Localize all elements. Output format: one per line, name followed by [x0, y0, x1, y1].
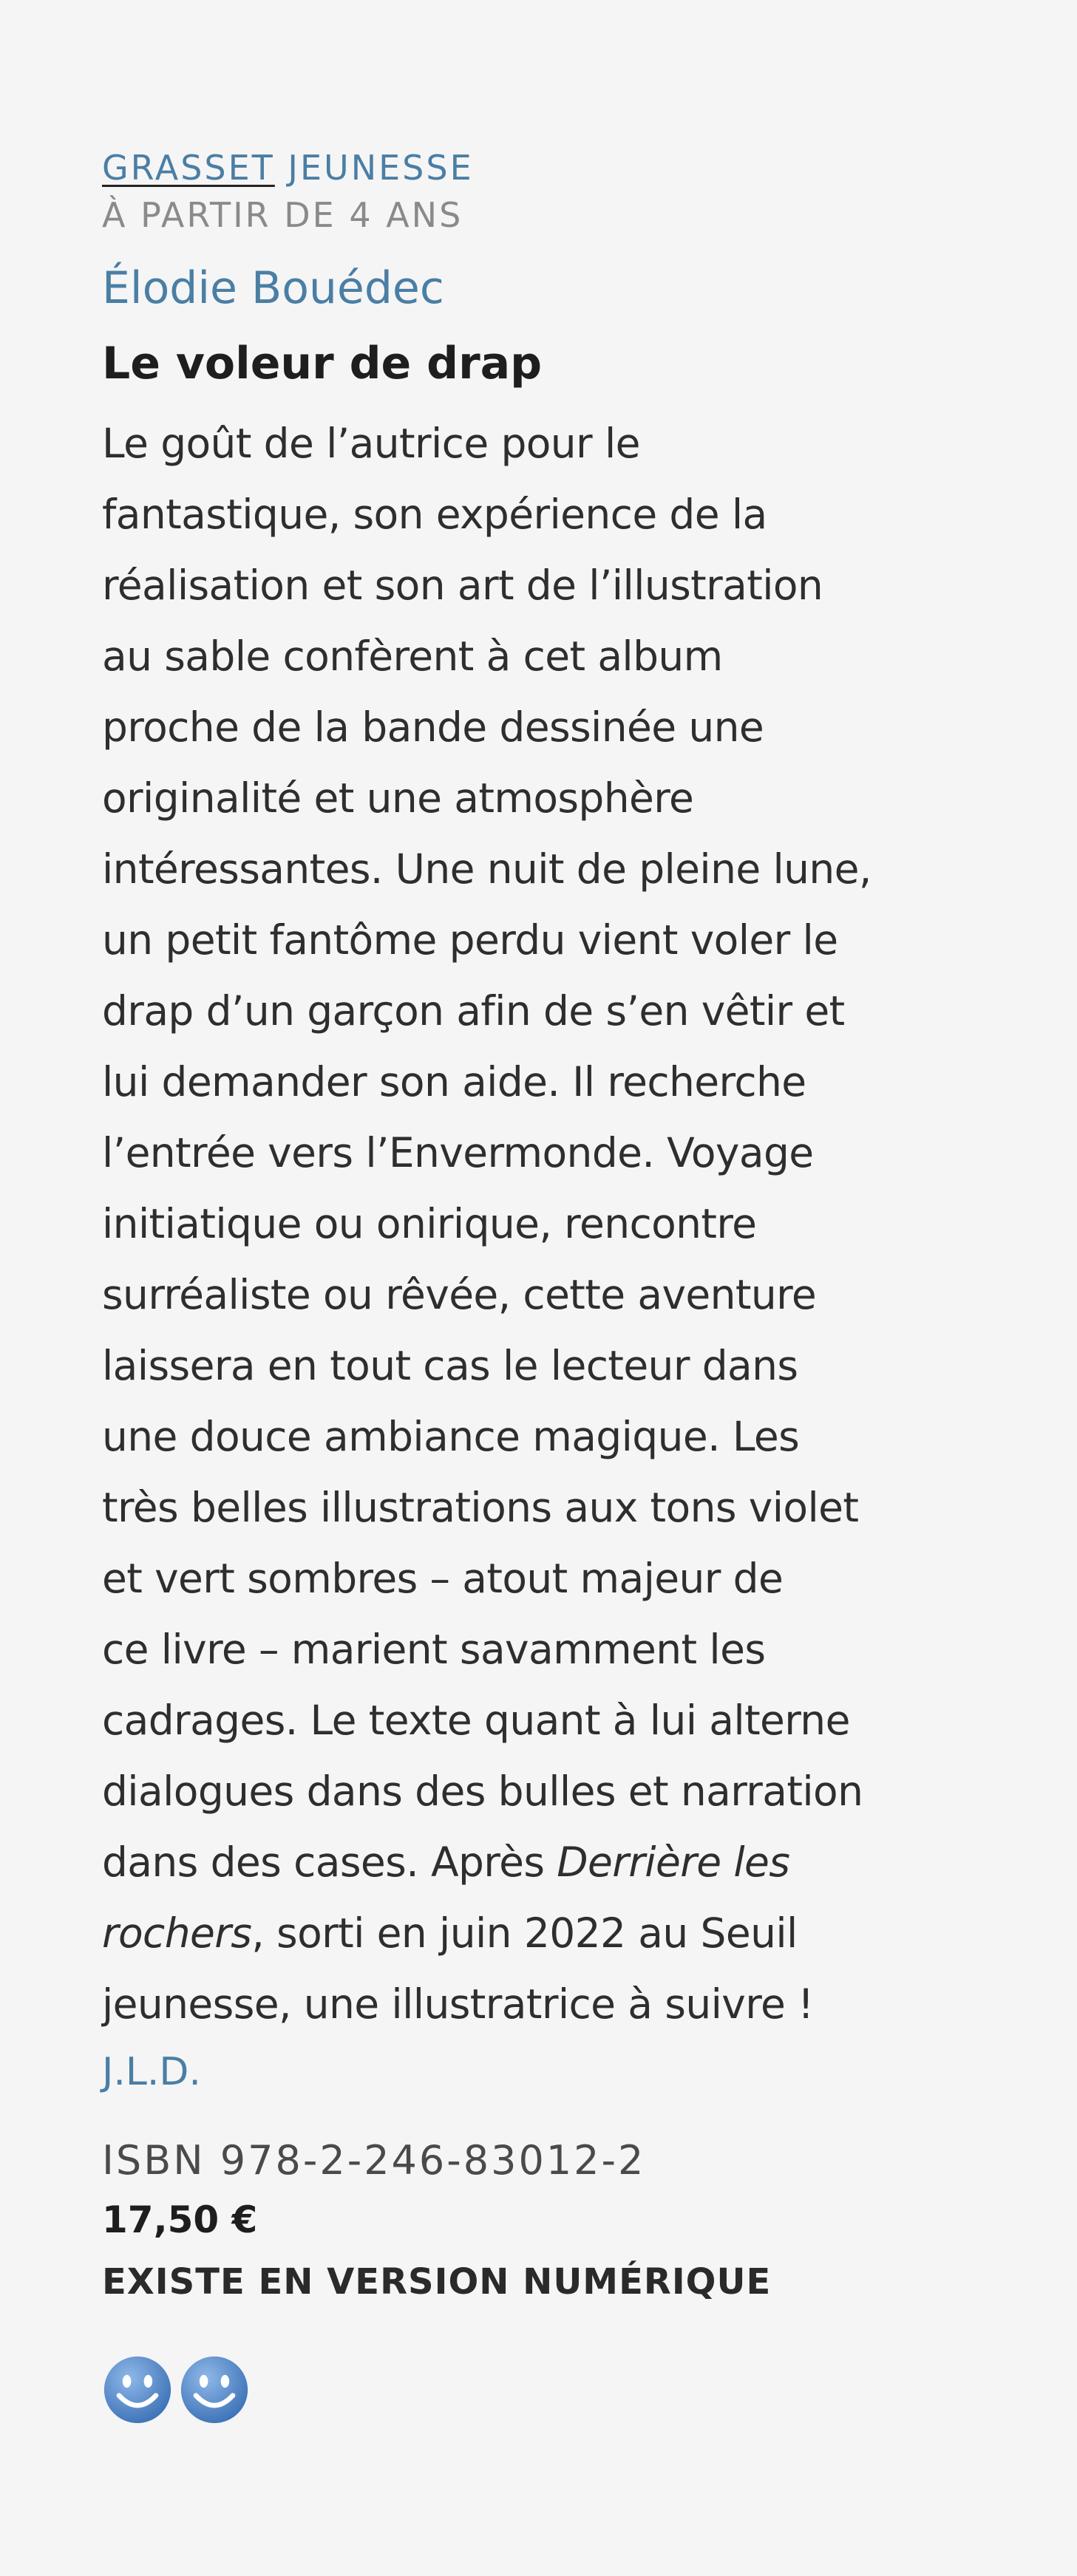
review-text: [102, 408, 1048, 2040]
review-line: lui demander son aide. Il recherche: [102, 1058, 806, 1105]
review-line: originalité et une atmosphère: [102, 774, 694, 822]
author-name: Élodie Bouédec: [102, 262, 444, 314]
review-line: fantastique, son expérience de la: [102, 491, 767, 538]
book-title: Le voleur de drap: [102, 338, 543, 389]
review-line: réalisation et son art de l’illustration: [102, 562, 823, 609]
review-line: initiatique ou onirique, rencontre: [102, 1200, 757, 1247]
review-line: cadrages. Le texte quant à lui alterne: [102, 1697, 850, 1744]
age-range: À PARTIR DE 4 ANS: [102, 195, 463, 235]
review-fragment: dans des cases. Après: [102, 1839, 557, 1886]
isbn: ISBN 978-2-246-83012-2: [102, 2137, 646, 2184]
price: 17,50 €: [102, 2198, 258, 2241]
review-line: un petit fantôme perdu vient voler le: [102, 916, 838, 964]
publisher-suffix: JEUNESSE: [274, 148, 474, 188]
review-line: laissera en tout cas le lecteur dans: [102, 1342, 798, 1389]
review-line: [102, 1898, 1048, 1969]
smiley-icon: [179, 2354, 250, 2425]
smiley-icon: [102, 2354, 173, 2425]
review-line: drap d’un garçon afin de s’en vêtir et: [102, 987, 845, 1035]
reviewer-signature: J.L.D.: [102, 2050, 201, 2094]
review-line: au sable confèrent à cet album: [102, 633, 723, 680]
digital-version-note: EXISTE EN VERSION NUMÉRIQUE: [102, 2261, 772, 2303]
publisher-line: [102, 145, 1048, 191]
review-fragment: , sorti en juin 2022 au Seuil: [251, 1909, 798, 1957]
review-line: très belles illustrations aux tons violet: [102, 1484, 859, 1531]
cited-book-title-part: rochers: [102, 1909, 252, 1957]
review-line: dialogues dans des bulles et narration: [102, 1768, 863, 1815]
review-line: intéressantes. Une nuit de pleine lune,: [102, 845, 872, 893]
book-review: [102, 145, 1048, 2425]
review-line: l’entrée vers l’Envermonde. Voyage: [102, 1129, 814, 1176]
rating-icons: [102, 2354, 1048, 2425]
review-line: surréaliste ou rêvée, cette aventure: [102, 1271, 817, 1318]
review-line: proche de la bande dessinée une: [102, 703, 764, 751]
review-line: Le goût de l’autrice pour le: [102, 420, 640, 467]
cited-book-title-part: Derrière les: [557, 1839, 790, 1886]
review-line: une douce ambiance magique. Les: [102, 1413, 800, 1460]
review-line: et vert sombres – atout majeur de: [102, 1555, 784, 1602]
review-line: jeunesse, une illustratrice à suivre !: [102, 1980, 814, 2028]
publisher-name: GRASSET: [102, 148, 275, 188]
review-line: [102, 1827, 1048, 1898]
review-line: ce livre – marient savamment les: [102, 1626, 766, 1673]
